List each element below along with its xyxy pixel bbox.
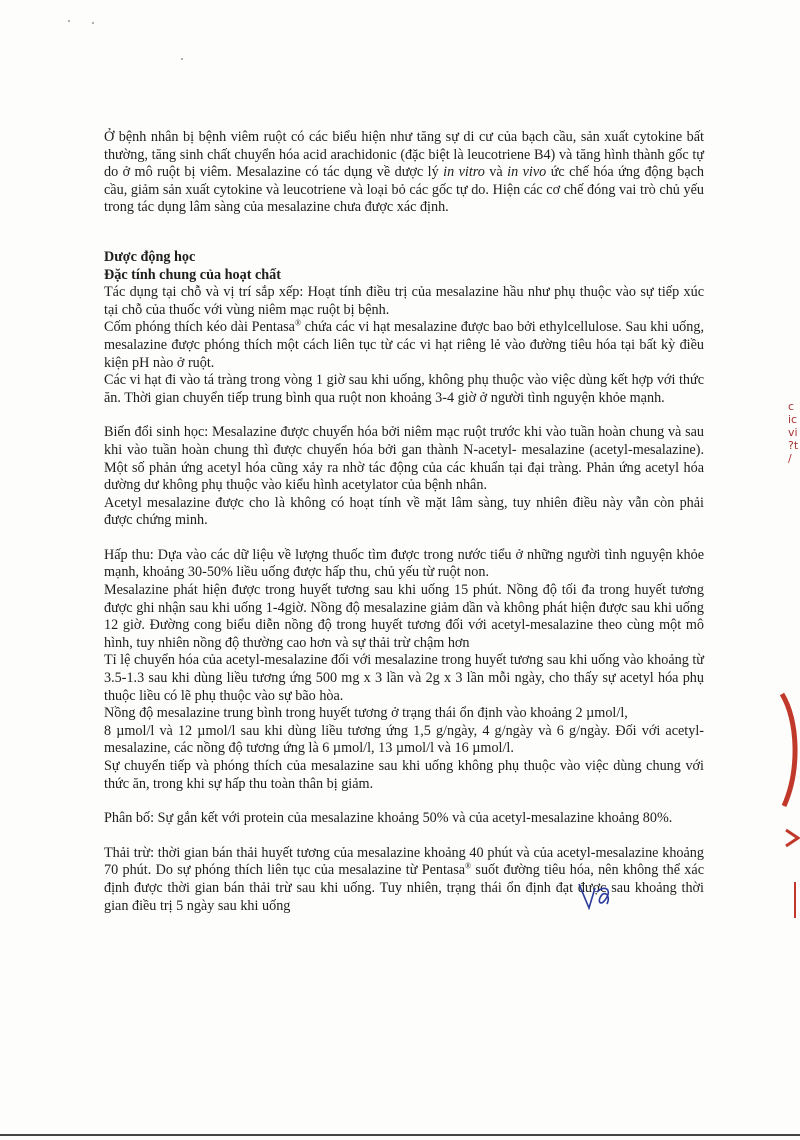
paragraph-absorption: Hấp thu: Dựa vào các dữ liệu về lượng thuốc tìm được trong nước tiểu ở những người tình nguyện khỏe mạnh, khoảng 30-50% liều uống được hấp thu, chủ yếu từ ruột non. — [104, 546, 704, 581]
paragraph-food-effect: Sự chuyển tiếp và phóng thích của mesalazine sau khi uống không phụ thuộc vào việc dùng chung với thức ăn, trong khi sự hấp thu toàn thân bị giảm. — [104, 758, 704, 792]
subsection-heading: Đặc tính chung của hoạt chất — [104, 266, 281, 283]
paragraph-plasma-detection: Mesalazine phát hiện được trong huyết tương sau khi uống 15 phút. Nồng độ tối đa trong huyết tương được ghi nhận sau khi uống 1-4giờ. Nồng độ mesalazine giảm dần và không phát hiện được sau khi uống 12 giờ. Đường cong biểu diễn nồng độ trong huyết tương đối với acetyl-mesalazine theo cùng một mô hình, tuy nhiên nồng độ thường cao hơn và sự thải trừ chậm hơn — [104, 582, 704, 651]
paragraph-concentrations: 8 µmol/l và 12 µmol/l sau khi dùng liều tương ứng 1,5 g/ngày, 4 g/ngày và 6 g/ngày. Đối với acetyl-mesalazine, các nồng độ tương ứng là 6 µmol/l, 13 µmol/l và 16 µmol/l. — [104, 722, 704, 757]
document-body — [104, 129, 704, 915]
paragraph-inflammation: Ở bệnh nhân bị bệnh viêm ruột có các biểu hiện như tăng sự di cư của bạch cầu, sản xuất cytokine bất thường, tăng sinh chất chuyển hóa acid arachidonic (đặc biệt là leucotriene B4) và tăng hình thành gốc tự do ở mô ruột bị viêm. Mesalazine có tác dụng về dược lý in vitro và in vivo ức chế hóa ứng động bạch cầu, giảm sản xuất cytokine và leucotriene và loại bỏ các gốc tự do. Hiện các cơ chế đóng vai trò chủ yếu trong tác dụng lâm sàng của mesalazine chưa được xác định. — [104, 129, 705, 216]
margin-stamp-fragment: c ic vi ?t / — [788, 400, 799, 465]
handwritten-check-mark — [575, 878, 617, 918]
paragraph-metabolic-ratio: Tỉ lệ chuyển hóa của acetyl-mesalazine đối với mesalazine trong huyết tương sau khi uống vào khoảng từ 3.5-1.3 sau khi dùng liều tương ứng 500 mg x 3 lần và 2g x 3 lần mỗi ngày, cho thấy sự acetyl hóa phụ thuộc liều có lẽ phụ thuộc vào sự bão hòa. — [104, 652, 704, 704]
paragraph-steady-state: Nồng độ mesalazine trung bình trong huyết tương ở trạng thái ổn định vào khoảng 2 µmol/l, — [104, 705, 628, 722]
margin-red-arc — [778, 690, 800, 810]
page-bottom-edge — [0, 1134, 800, 1136]
paragraph-microgranules: Các vi hạt đi vào tá tràng trong vòng 1 giờ sau khi uống, không phụ thuộc vào việc dùng kết hợp với thức ăn. Thời gian chuyển tiếp trung bình qua ruột non khoảng 3-4 giờ ở người tình nguyện khỏe mạnh. — [104, 372, 704, 406]
paragraph-distribution: Phân bố: Sự gắn kết với protein của mesalazine khoảng 50% và của acetyl-mesalazine khoảng 80%. — [104, 810, 673, 827]
margin-red-mark — [784, 828, 800, 848]
paragraph-acetyl-mesalazine: Acetyl mesalazine được cho là không có hoạt tính về mặt lâm sàng, tuy nhiên điều này vẫn còn phải được chứng minh. — [104, 494, 704, 529]
margin-red-mark — [790, 880, 800, 920]
paragraph-elimination: Thải trừ: thời gian bán thải huyết tương của mesalazine khoảng 40 phút và của acetyl-mesalazine khoảng 70 phút. Do sự phóng thích liên tục của mesalazine từ Pentasa® suốt đường tiêu hóa, nên không thể xác định được thời gian bán thải trừ sau khi uống. Tuy nhiên, trạng thái ổn định đạt được sau khoảng thời gian điều trị 5 ngày sau khi uống — [104, 844, 704, 914]
scan-speck — [92, 22, 94, 24]
paragraph-granules: Cốm phóng thích kéo dài Pentasa® chứa các vi hạt mesalazine được bao bởi ethylcellulose. Sau khi uống, mesalazine được phóng thích một cách liên tục từ các vi hạt riêng lẻ vào đường tiêu hóa tại bất kỳ điều kiện pH nào ở ruột. — [104, 318, 704, 371]
scan-speck — [181, 58, 183, 60]
paragraph-local-action: Tác dụng tại chỗ và vị trí sắp xếp: Hoạt tính điều trị của mesalazine hầu như phụ thuộc vào sự tiếp xúc tại chỗ của thuốc với vùng niêm mạc ruột bị bệnh. — [104, 284, 704, 318]
section-heading: Dược động học — [104, 248, 196, 265]
paragraph-biotransformation: Biến đổi sinh học: Mesalazine được chuyển hóa bởi niêm mạc ruột trước khi vào tuần hoàn chung và sau khi vào tuần hoàn chung thì được chuyển hóa bởi gan thành N-acetyl- mesalazine (acetyl-mesalazine). Một số phản ứng acetyl hóa cũng xảy ra nhờ tác động của các khuẩn tại đại tràng. Phản ứng acetyl hóa dường dư không phụ thuộc vào kiểu hình acetylator của bệnh nhân. — [104, 424, 704, 494]
scan-speck — [68, 20, 70, 22]
